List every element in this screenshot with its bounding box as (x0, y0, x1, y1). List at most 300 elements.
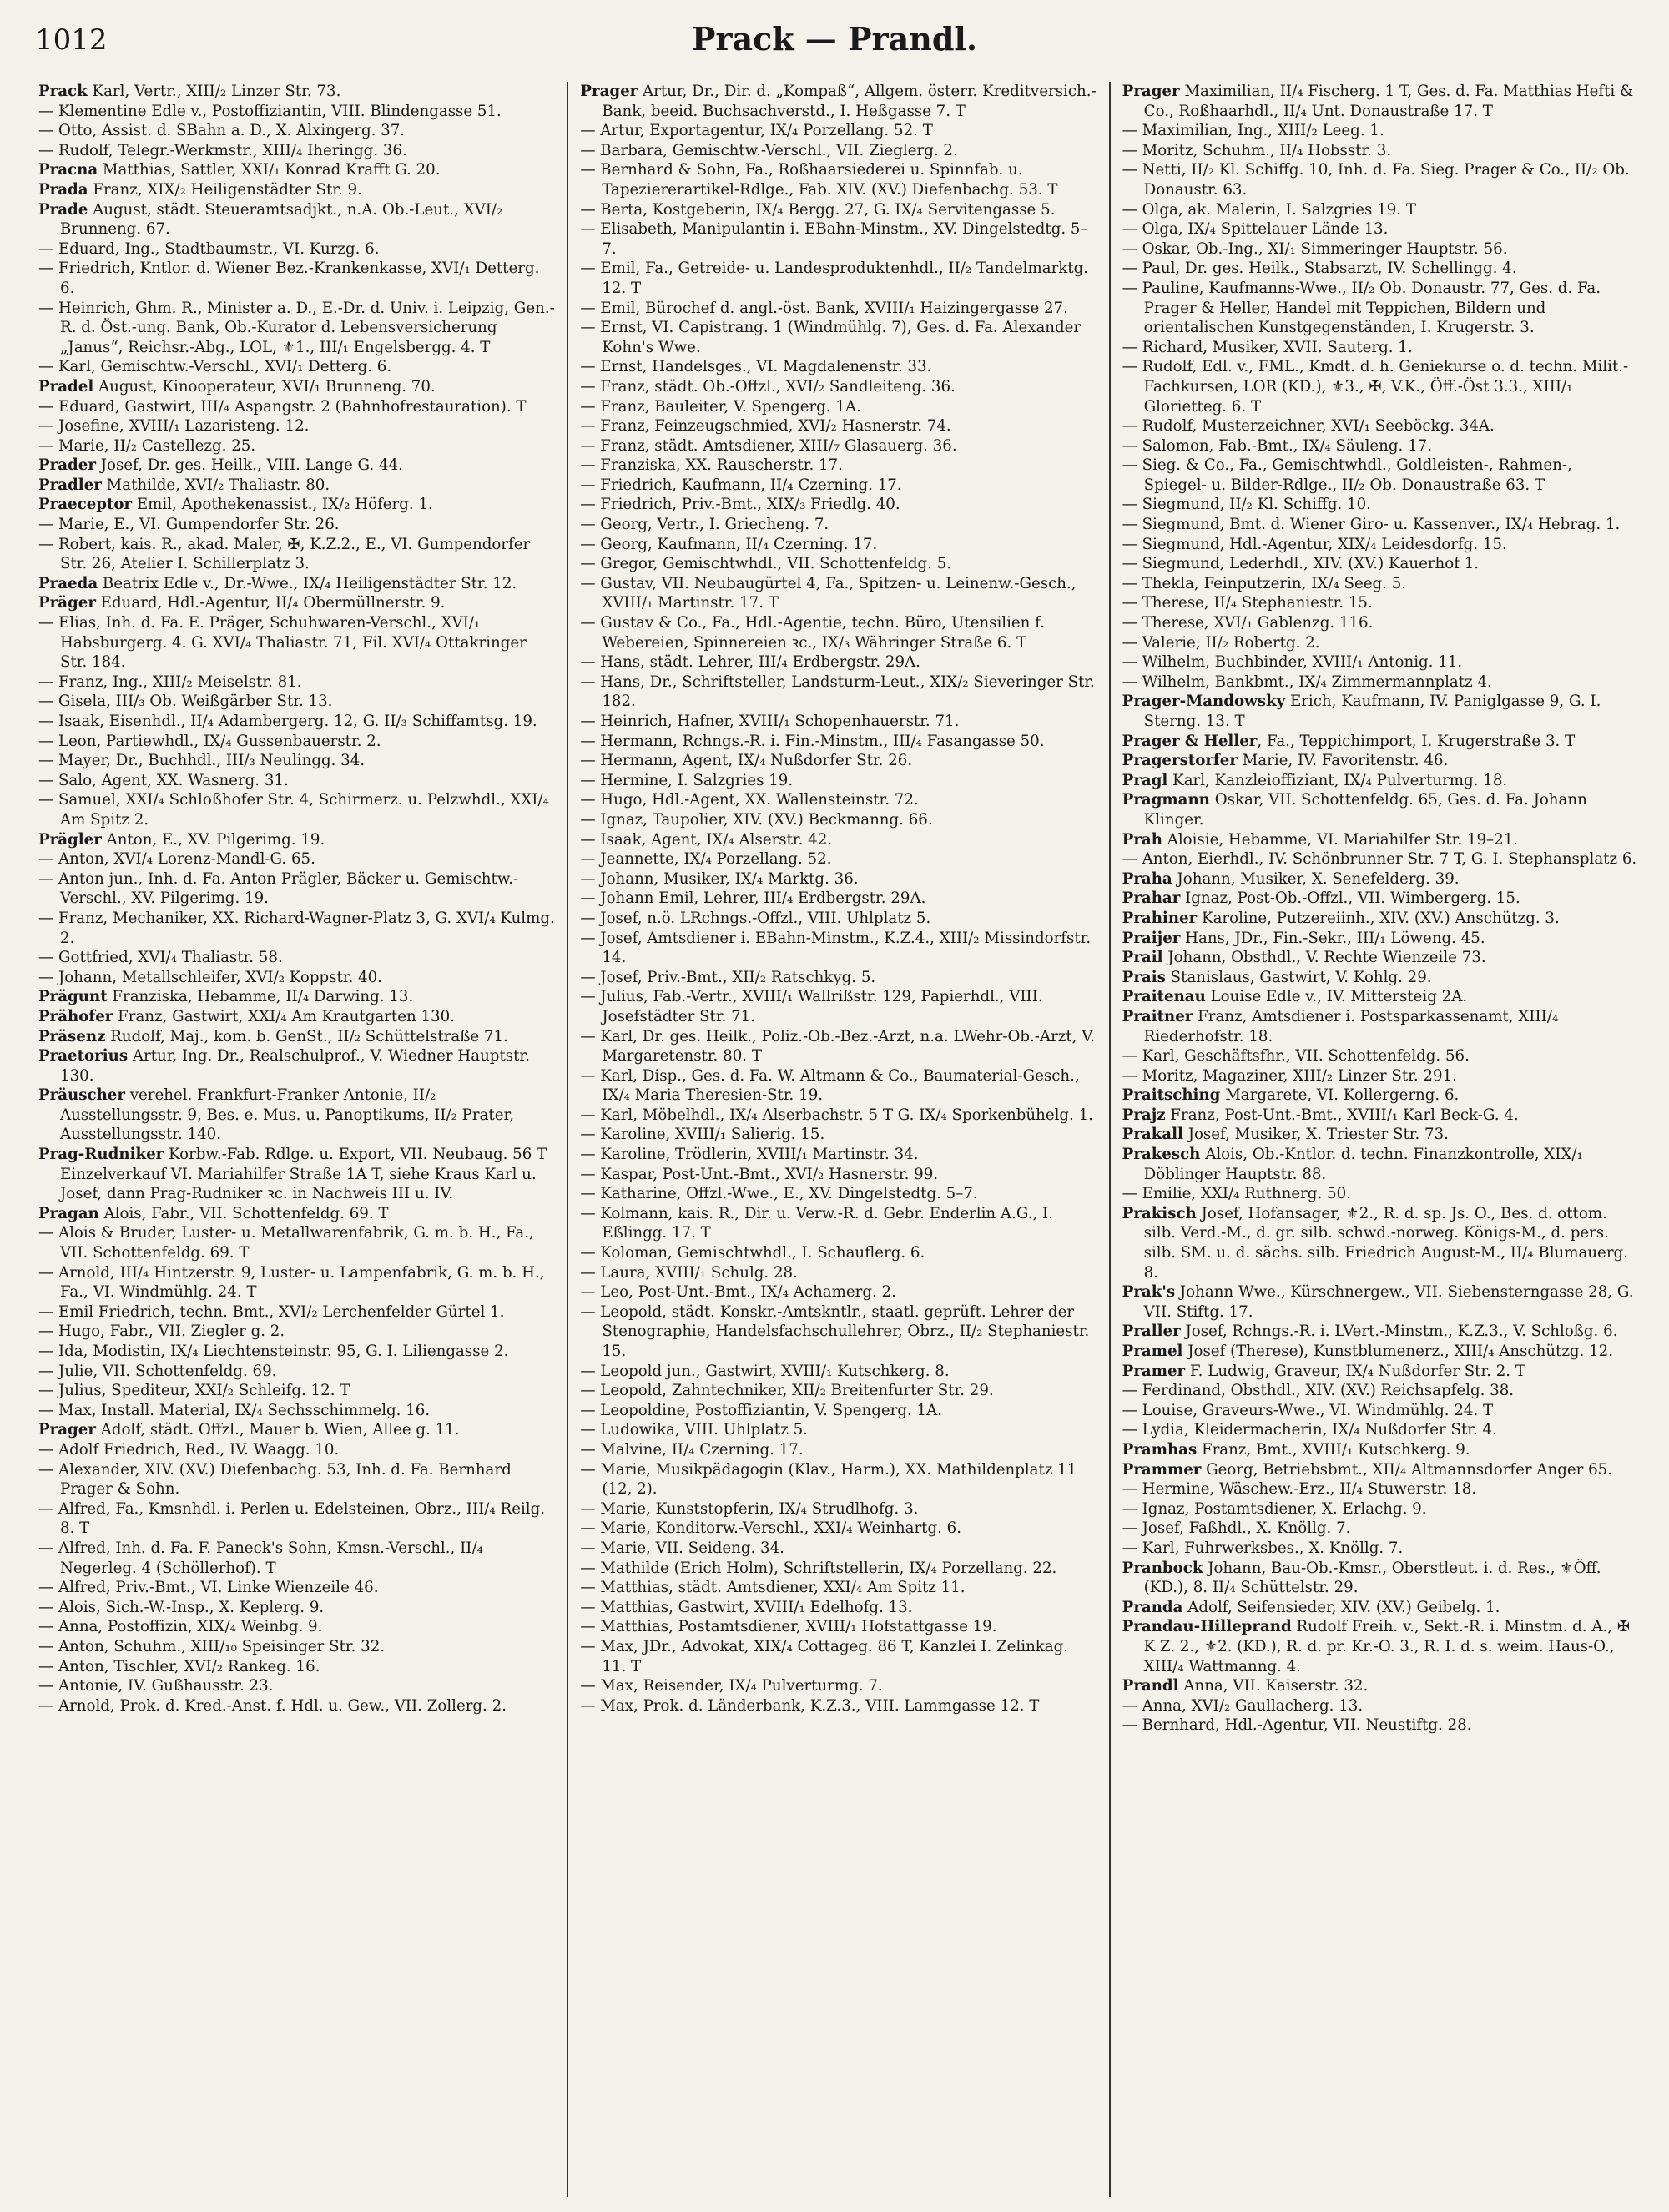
directory-entry (1122, 751, 1639, 771)
directory-entry (580, 357, 1097, 377)
entry-text: — Karl, Gemischtw.-Verschl., XVI/₁ Detterg. 6. (38, 358, 392, 376)
directory-entry (38, 456, 555, 476)
entry-text: — Otto, Assist. d. SBahn a. D., X. Alxingerg. 37. (38, 122, 406, 140)
entry-text: — Richard, Musiker, XVII. Sauterg. 1. (1122, 338, 1413, 356)
directory-entry (580, 1539, 1097, 1559)
entry-text: — Netti, II/₂ Kl. Schiffg. 10, Inh. d. Fa. Sieg. Prager & Co., II/₂ Ob. Donaustr. 63. (1122, 161, 1630, 199)
entry-headword: Pragan (38, 1204, 99, 1222)
entry-text: — Isaak, Eisenhdl., II/₄ Adambergerg. 12, G. II/₃ Schiffamtsg. 19. (38, 713, 537, 730)
entry-text: Anton, E., XV. Pilgerimg. 19. (101, 830, 325, 849)
directory-entry (580, 1282, 1097, 1303)
entry-text: — Johann, Musiker, IX/₄ Marktg. 36. (580, 869, 859, 888)
entry-headword: Pramel (1122, 1343, 1183, 1360)
entry-text: — Maximilian, Ing., XIII/₂ Leeg. 1. (1122, 122, 1384, 140)
entry-text: — Siegmund, Hdl.-Agentur, XIX/₄ Leidesdorfg. 15. (1122, 535, 1507, 553)
entry-text: Franz, Amtsdiener i. Postsparkassenamt, XIII/₄ Riederhofstr. 18. (1143, 1007, 1559, 1046)
directory-entry (38, 692, 555, 712)
directory-entry (38, 574, 555, 594)
directory-entry (1122, 1598, 1639, 1618)
directory-entry (580, 1204, 1097, 1243)
entry-text: — Leopoldine, Postoffiziantin, V. Spengerg. 1A. (580, 1401, 943, 1419)
directory-entry (1122, 633, 1639, 653)
entry-text: — Hans, städt. Lehrer, III/₄ Erdbergstr. 29A. (580, 653, 920, 672)
directory-entry (580, 869, 1097, 889)
entry-text: — Bernhard & Sohn, Fa., Roßhaarsiederei u. Spinnfab. u. Tapeziererartikel-Rdlge., Fab. XIV. (XV.) Diefenbachg. 53. T (580, 161, 1058, 199)
directory-entry (38, 259, 555, 298)
directory-entry (38, 1145, 555, 1204)
directory-entry (1122, 338, 1639, 358)
entry-text: — Isaak, Agent, IX/₄ Alserstr. 42. (580, 830, 833, 849)
directory-entry (580, 1303, 1097, 1362)
entry-headword: Praijer (1122, 929, 1181, 947)
entry-text: — Elisabeth, Manipulantin i. EBahn-Minstm., XV. Dingelstedtg. 5–7. (580, 220, 1088, 258)
entry-headword: Prandau-Hilleprand (1122, 1618, 1292, 1636)
entry-text: — Olga, ak. Malerin, I. Salzgries 19. T (1122, 200, 1416, 219)
entry-text: — Oskar, Ob.-Ing., XI/₁ Simmeringer Hauptstr. 56. (1122, 239, 1508, 258)
entry-text: — Marie, VII. Seideng. 34. (580, 1539, 784, 1557)
directory-entry (38, 200, 555, 239)
directory-entry (1122, 1676, 1639, 1696)
entry-headword: Praeda (38, 574, 98, 592)
entry-text: — Karl, Fuhrwerksbes., X. Knöllg. 7. (1122, 1539, 1404, 1557)
directory-entry (580, 810, 1097, 830)
directory-entry (580, 1420, 1097, 1440)
entry-text: — Samuel, XXI/₄ Schloßhofer Str. 4, Schirmerz. u. Pelzwhdl., XXI/₄ Am Spitz 2. (38, 791, 549, 829)
directory-entry (38, 1696, 555, 1716)
directory-entry (1122, 141, 1639, 161)
entry-text: — Alexander, XIV. (XV.) Diefenbachg. 53, Inh. d. Fa. Bernhard Prager & Sohn. (38, 1460, 512, 1499)
entry-text: — Barbara, Gemischtw.-Verschl., VII. Zieglerg. 2. (580, 141, 958, 159)
column-1 (27, 82, 567, 2197)
directory-entry (38, 593, 555, 613)
entry-text: — Johann, Metallschleifer, XVI/₂ Koppstr. 40. (38, 968, 382, 986)
entry-text: — Kaspar, Post-Unt.-Bmt., XVI/₂ Hasnerstr. 99. (580, 1165, 939, 1183)
column-3 (1109, 82, 1651, 2197)
entry-text: — Friedrich, Kntlor. d. Wiener Bez.-Krankenkasse, XVI/₁ Detterg. 6. (38, 259, 540, 297)
entry-text: Ignaz, Post-Ob.-Offzl., VII. Wimbergerg. 15. (1180, 889, 1520, 908)
directory-entry (1122, 357, 1639, 416)
directory-entry (38, 416, 555, 436)
directory-entry (1122, 1716, 1639, 1736)
entry-text: — Wilhelm, Bankbmt., IX/₄ Zimmermannplatz 4. (1122, 673, 1492, 691)
directory-entry (580, 1460, 1097, 1499)
entry-text: Matthias, Sattler, XXI/₁ Konrad Krafft G. 20. (98, 161, 441, 179)
entry-text: — Marie, II/₂ Castellezg. 25. (38, 436, 256, 455)
entry-text: — Paul, Dr. ges. Heilk., Stabsarzt, IV. Schellingg. 4. (1122, 259, 1517, 278)
entry-text: August, städt. Steueramtsadjkt., n.A. Ob.-Leut., XVI/₂ Brunneng. 67. (60, 200, 503, 239)
entry-headword: Prägler (38, 830, 102, 849)
entry-text: — Josefine, XVIII/₁ Lazaristeng. 12. (38, 417, 310, 436)
entry-text: — Ernst, VI. Capistrang. 1 (Windmühlg. 7), Ges. d. Fa. Alexander Kohn's Wwe. (580, 319, 1082, 356)
entry-headword: Prail (1122, 949, 1163, 967)
entry-text: August, Kinooperateur, XVI/₁ Brunneng. 70. (93, 377, 436, 396)
entry-headword: Präger (38, 594, 96, 612)
entry-text: — Siegmund, Lederhdl., XIV. (XV.) Kauerhof 1. (1122, 555, 1480, 573)
entry-headword: Pragl (1122, 771, 1168, 789)
entry-headword: Pradler (38, 476, 102, 494)
entry-headword: Prah (1122, 830, 1162, 849)
entry-text: — Rudolf, Telegr.-Werkmstr., XIII/₄ Iheringg. 36. (38, 141, 407, 159)
entry-text: — Karl, Geschäftsfhr., VII. Schottenfeldg. 56. (1122, 1047, 1470, 1066)
entry-text: — Robert, kais. R., akad. Maler, ✠, K.Z.2., E., VI. Gumpendorfer Str. 26, Atelier I. Schillerplatz 3. (38, 535, 531, 573)
entry-text: — Mathilde (Erich Holm), Schriftstellerin, IX/₄ Porzellang. 22. (580, 1559, 1057, 1577)
entry-text: — Jeannette, IX/₄ Porzellang. 52. (580, 850, 832, 869)
entry-text: — Georg, Vertr., I. Griecheng. 7. (580, 516, 829, 534)
entry-text: — Heinrich, Hafner, XVIII/₁ Schopenhauerstr. 71. (580, 713, 960, 730)
entry-text: — Leopold jun., Gastwirt, XVIII/₁ Kutschkerg. 8. (580, 1362, 950, 1380)
directory-entry (1122, 1519, 1639, 1539)
entry-headword: Praitner (1122, 1007, 1193, 1025)
entry-headword: Prader (38, 456, 96, 475)
directory-entry (1122, 929, 1639, 949)
directory-entry (1122, 1696, 1639, 1716)
entry-headword: Prager (580, 83, 638, 100)
directory-entry (38, 160, 555, 180)
entry-text: — Franz, städt. Ob.-Offzl., XVI/₂ Sandleiteng. 36. (580, 377, 956, 396)
entry-text: — Karl, Disp., Ges. d. Fa. W. Altmann & Co., Baumaterial-Gesch., IX/₄ Maria Theresien-Str. 19. (580, 1066, 1080, 1105)
entry-text: Alois, Fabr., VII. Schottenfeldg. 69. T (98, 1204, 389, 1222)
entry-text: — Josef, Faßhdl., X. Knöllg. 7. (1122, 1519, 1351, 1538)
entry-headword: Prandl (1122, 1677, 1179, 1696)
entry-text: — Eduard, Gastwirt, III/₄ Aspangstr. 2 (Bahnhofrestauration). T (38, 397, 527, 416)
entry-text: — Anton, Schuhm., XIII/₁₀ Speisinger Str. 32. (38, 1637, 386, 1655)
entry-text: — Artur, Exportagentur, IX/₄ Porzellang. 52. T (580, 122, 933, 140)
entry-headword: Prammer (1122, 1460, 1202, 1479)
directory-entry (580, 318, 1097, 357)
directory-entry (38, 771, 555, 791)
entry-text: — Anton, Eierhdl., IV. Schönbrunner Str. 7 T, G. I. Stephansplatz 6. (1122, 850, 1637, 869)
directory-entry (38, 1303, 555, 1323)
entry-text: — Ferdinand, Obsthdl., XIV. (XV.) Reichsapfelg. 38. (1122, 1382, 1515, 1400)
directory-entry (38, 180, 555, 200)
directory-entry (580, 1598, 1097, 1618)
entry-text: — Hermann, Rchngs.-R. i. Fin.-Minstm., III/₄ Fasangasse 50. (580, 732, 1045, 750)
entry-headword: Praitsching (1122, 1086, 1221, 1105)
directory-entry (1122, 771, 1639, 791)
directory-entry (38, 1046, 555, 1086)
entry-text: Margarete, VI. Kollergerng. 6. (1220, 1086, 1460, 1105)
entry-text: — Leopold, Zahntechniker, XII/₂ Breitenfurter Str. 29. (580, 1382, 994, 1400)
entry-text: Aloisie, Hebamme, VI. Mariahilfer Str. 19–21. (1162, 830, 1519, 849)
entry-text: Franziska, Hebamme, II/₄ Darwing. 13. (107, 988, 414, 1006)
entry-headword: Prag-Rudniker (38, 1146, 164, 1164)
directory-entry (1122, 889, 1639, 909)
directory-entry (38, 436, 555, 456)
directory-entry (38, 849, 555, 869)
directory-entry (38, 121, 555, 141)
directory-entry (580, 1243, 1097, 1263)
entry-text: , Fa., Teppichimport, I. Krugerstraße 3. T (1257, 732, 1576, 750)
entry-text: — Valerie, II/₂ Robertg. 2. (1122, 633, 1320, 652)
entry-text: Oskar, VII. Schottenfeldg. 65, Ges. d. Fa. Johann Klinger. (1143, 791, 1587, 829)
entry-text: — Anton, XVI/₄ Lorenz-Mandl-G. 65. (38, 850, 315, 869)
directory-entry (1122, 436, 1639, 456)
entry-headword: Pracna (38, 161, 98, 179)
directory-entry (580, 1499, 1097, 1519)
directory-entry (1122, 613, 1639, 633)
directory-entry (38, 1263, 555, 1303)
entry-text: — Georg, Kaufmann, II/₄ Czerning. 17. (580, 535, 878, 553)
entry-text: Franz, Gastwirt, XXI/₄ Am Krautgarten 130. (113, 1007, 455, 1025)
entry-headword: Pramer (1122, 1362, 1186, 1380)
entry-text: — Elias, Inh. d. Fa. E. Präger, Schuhwaren-Verschl., XVI/₁ Habsburgerg. 4. G. XVI/₄ Thaliastr. 71, Fil. XVI/₄ Ottakringer Str. 184. (38, 614, 527, 672)
directory-entry (580, 1696, 1097, 1716)
entry-text: Erich, Kaufmann, IV. Paniglgasse 9, G. I. Sterng. 13. T (1143, 693, 1601, 730)
entry-text: Josef, Musiker, X. Triester Str. 73. (1182, 1126, 1449, 1144)
entry-headword: Prägunt (38, 988, 108, 1006)
entry-text: Hans, JDr., Fin.-Sekr., III/₁ Löweng. 45. (1180, 929, 1485, 947)
entry-text: — Adolf Friedrich, Red., IV. Waagg. 10. (38, 1440, 340, 1459)
entry-text: — Franz, Mechaniker, XX. Richard-Wagner-Platz 3, G. XVI/₄ Kulmg. 2. (38, 909, 555, 947)
entry-text: — Gregor, Gemischtwhdl., VII. Schottenfeldg. 5. (580, 555, 952, 573)
directory-entry (580, 1637, 1097, 1676)
directory-entry (1122, 1559, 1639, 1598)
entry-text: — Emil, Fa., Getreide- u. Landesproduktenhdl., II/₂ Tandelmarktg. 12. T (580, 259, 1089, 297)
entry-text: — Hermine, I. Salzgries 19. (580, 771, 794, 789)
entry-text: Josef, Rchngs.-R. i. LVert.-Minstm., K.Z.3., V. Schloßg. 6. (1180, 1323, 1618, 1341)
entry-headword: Pranda (1122, 1598, 1183, 1616)
entry-text: — Alois & Bruder, Luster- u. Metallwarenfabrik, G. m. b. H., Fa., VII. Schottenfeldg. 69. T (38, 1224, 534, 1262)
entry-text: — Alois, Sich.-W.-Insp., X. Keplerg. 9. (38, 1598, 325, 1616)
directory-entry (38, 1027, 555, 1047)
entry-text: — Max, Prok. d. Länderbank, K.Z.3., VIII. Lammgasse 12. T (580, 1696, 1040, 1715)
entry-text: — Moritz, Magaziner, XIII/₂ Linzer Str. 291. (1122, 1066, 1457, 1085)
directory-entry (38, 1086, 555, 1145)
entry-text: — Thekla, Feinputzerin, IX/₄ Seeg. 5. (1122, 574, 1407, 592)
entry-text: — Hugo, Fabr., VII. Ziegler g. 2. (38, 1323, 285, 1341)
entry-text: — Sieg. & Co., Fa., Gemischtwhdl., Goldleisten-, Rahmen-, Spiegel- u. Bilder-Rdlge., II/₂ Ob. Donaustraße 63. T (1122, 456, 1572, 494)
entry-text: Johann, Bau-Ob.-Kmsr., Oberstleut. i. d. Res., ⚜Öff. (KD.), 8. II/₄ Schüttelstr. 29. (1143, 1559, 1601, 1597)
entry-text: — Louise, Graveurs-Wwe., VI. Windmühlg. 24. T (1122, 1401, 1494, 1419)
entry-text: — Leo, Post-Unt.-Bmt., IX/₄ Achamerg. 2. (580, 1283, 896, 1302)
entry-text: — Koloman, Gemischtwhdl., I. Schauflerg. 6. (580, 1244, 925, 1262)
entry-text: Franz, Bmt., XVIII/₁ Kutschkerg. 9. (1197, 1440, 1470, 1459)
entry-text: — Ignaz, Postamtsdiener, X. Erlachg. 9. (1122, 1499, 1427, 1518)
entry-text: — Siegmund, II/₂ Kl. Schiffg. 10. (1122, 496, 1371, 514)
directory-entry (1122, 1086, 1639, 1106)
directory-entry (38, 1637, 555, 1657)
entry-text: — Alfred, Fa., Kmsnhdl. i. Perlen u. Edelsteinen, Obrz., III/₄ Reilg. 8. T (38, 1499, 546, 1538)
directory-entry (580, 535, 1097, 555)
entry-headword: Praha (1122, 869, 1172, 888)
directory-entry (1122, 1440, 1639, 1460)
entry-headword: Prähofer (38, 1007, 113, 1025)
entry-text: — Arnold, III/₄ Hintzerstr. 9, Luster- u. Lampenfabrik, G. m. b. H., Fa., VI. Windmühlg. 24. T (38, 1263, 545, 1302)
directory-entry (580, 909, 1097, 929)
directory-entry (38, 357, 555, 377)
directory-entry (1122, 1007, 1639, 1046)
entry-text: — Emilie, XXI/₄ Ruthnerg. 50. (1122, 1185, 1351, 1203)
directory-entry (1122, 593, 1639, 613)
directory-entry (1122, 1066, 1639, 1086)
directory-entry (38, 1401, 555, 1421)
entry-text: — Karl, Möbelhdl., IX/₄ Alserbachstr. 5 T G. IX/₄ Sporkenbühelg. 1. (580, 1106, 1093, 1124)
entry-text: — Anton jun., Inh. d. Fa. Anton Prägler, Bäcker u. Gemischtw.-Verschl., XV. Pilgerimg. 19. (38, 869, 519, 908)
directory-entry (580, 121, 1097, 141)
directory-entry (580, 456, 1097, 476)
directory-entry (580, 416, 1097, 436)
directory-entry (1122, 456, 1639, 495)
entry-text: Georg, Betriebsbmt., XII/₄ Altmannsdorfer Anger 65. (1201, 1460, 1613, 1479)
entry-text: Eduard, Hdl.-Agentur, II/₄ Obermüllnerstr. 9. (95, 594, 446, 612)
directory-entry (580, 1676, 1097, 1696)
directory-entry (38, 1322, 555, 1342)
entry-headword: Prakall (1122, 1126, 1183, 1144)
entry-text: — Katharine, Offzl.-Wwe., E., XV. Dingelstedtg. 5–7. (580, 1185, 978, 1203)
entry-text: — Ignaz, Taupolier, XIV. (XV.) Beckmanng. 66. (580, 810, 933, 829)
entry-text: — Hermine, Wäschew.-Erz., II/₄ Stuwerstr. 18. (1122, 1480, 1477, 1499)
entry-headword: Prager-Mandowsky (1122, 693, 1286, 711)
directory-entry (1122, 239, 1639, 259)
entry-headword: Pragmann (1122, 791, 1210, 809)
entry-headword: Prakisch (1122, 1204, 1197, 1222)
entry-text: — Alfred, Priv.-Bmt., VI. Linke Wienzeile 46. (38, 1579, 379, 1597)
directory-entry (580, 929, 1097, 968)
entry-columns (27, 82, 1651, 2197)
entry-text: — Gisela, III/₃ Ob. Weißgärber Str. 13. (38, 693, 333, 711)
entry-text: — Leopold, städt. Konskr.-Amtskntlr., staatl. geprüft. Lehrer der Stenographie, Handelsfachschullehrer, Obrz., II/₂ Stephaniestr. 15. (580, 1303, 1090, 1360)
directory-entry (580, 141, 1097, 161)
directory-entry (1122, 732, 1639, 752)
directory-entry (38, 239, 555, 259)
entry-text: — Anton, Tischler, XVI/₂ Rankeg. 16. (38, 1657, 320, 1675)
directory-entry (38, 1007, 555, 1027)
directory-entry (38, 830, 555, 850)
entry-text: — Franz, Feinzeugschmied, XVI/₂ Hasnerstr. 74. (580, 417, 951, 436)
directory-entry (1122, 987, 1639, 1007)
entry-text: Beatrix Edle v., Dr.-Wwe., IX/₄ Heiligenstädter Str. 12. (98, 574, 517, 592)
entry-headword: Pramhas (1122, 1440, 1198, 1459)
directory-entry (580, 299, 1097, 319)
entry-headword: Prack (38, 83, 88, 100)
directory-entry (38, 1420, 555, 1440)
entry-text: — Therese, II/₄ Stephaniestr. 15. (1122, 594, 1373, 612)
directory-entry (1122, 515, 1639, 535)
directory-entry (580, 1125, 1097, 1145)
entry-headword: Prager (1122, 83, 1180, 100)
entry-text: — Karoline, XVIII/₁ Salierig. 15. (580, 1126, 825, 1144)
entry-text: — Anna, Postoffizin, XIX/₄ Weinbg. 9. (38, 1618, 323, 1636)
entry-text: — Julie, VII. Schottenfeldg. 69. (38, 1362, 277, 1380)
directory-entry (38, 476, 555, 496)
directory-entry (580, 397, 1097, 417)
directory-entry (38, 732, 555, 752)
directory-entry (38, 1381, 555, 1401)
directory-entry (580, 219, 1097, 259)
entry-headword: Präsenz (38, 1027, 106, 1046)
entry-text: — Moritz, Schuhm., II/₄ Hobsstr. 3. (1122, 141, 1392, 159)
directory-entry (1122, 1460, 1639, 1480)
entry-text: Artur, Dr., Dir. d. „Kompaß“, Allgem. österr. Kreditversich.-Bank, beeid. Buchsachverstd., I. Heßgasse 7. T (602, 83, 1097, 120)
directory-entry (38, 535, 555, 574)
entry-headword: Pradel (38, 377, 94, 396)
page-number: 1012 (35, 23, 108, 57)
column-2 (567, 82, 1108, 2197)
directory-entry (580, 1165, 1097, 1185)
directory-entry (580, 1401, 1097, 1421)
entry-text: — Bernhard, Hdl.-Agentur, VII. Neustiftg. 28. (1122, 1716, 1472, 1735)
entry-headword: Prahar (1122, 889, 1181, 908)
directory-entry (580, 574, 1097, 613)
entry-text: — Eduard, Ing., Stadtbaumstr., VI. Kurzg. 6. (38, 239, 380, 258)
entry-headword: Praller (1122, 1323, 1181, 1341)
directory-entry (1122, 554, 1639, 574)
directory-entry (1122, 968, 1639, 988)
entry-text: — Matthias, städt. Amtsdiener, XXI/₄ Am Spitz 11. (580, 1579, 966, 1597)
entry-headword: Prakesch (1122, 1146, 1201, 1164)
entry-text: Korbw.-Fab. Rdlge. u. Export, VII. Neubaug. 56 T Einzelverkauf VI. Mariahilfer Straße 1A T, siehe Kraus Karl u. Josef, dann Prag-Rudniker ꝛc. in Nachweis III u. IV. (60, 1146, 547, 1203)
directory-entry (1122, 1401, 1639, 1421)
entry-text: Johann, Musiker, X. Senefelderg. 39. (1172, 869, 1460, 888)
directory-entry (1122, 416, 1639, 436)
entry-headword: Prais (1122, 968, 1166, 986)
directory-entry (38, 790, 555, 829)
directory-entry (38, 377, 555, 397)
entry-text: — Malvine, II/₄ Czerning. 17. (580, 1440, 804, 1459)
directory-entry (580, 1263, 1097, 1283)
directory-entry (38, 1617, 555, 1637)
directory-entry (580, 889, 1097, 909)
entry-headword: Pragerstorfer (1122, 752, 1238, 770)
directory-entry (1122, 574, 1639, 594)
directory-entry (1122, 1046, 1639, 1066)
page-header (18, 12, 1651, 75)
entry-text: — Julius, Spediteur, XXI/₂ Schleifg. 12. T (38, 1382, 350, 1400)
entry-text: — Berta, Kostgeberin, IX/₄ Bergg. 27, G. IX/₄ Servitengasse 5. (580, 200, 1056, 219)
directory-entry (1122, 1617, 1639, 1676)
directory-entry (1122, 495, 1639, 515)
entry-text: — Wilhelm, Buchbinder, XVIII/₁ Antonig. 11. (1122, 653, 1463, 672)
directory-entry (1122, 82, 1639, 121)
directory-entry (580, 495, 1097, 515)
entry-headword: Prager & Heller (1122, 732, 1258, 750)
directory-entry (38, 1676, 555, 1696)
entry-text: Anna, VII. Kaiserstr. 32. (1178, 1677, 1369, 1696)
entry-text: — Ludowika, VIII. Uhlplatz 5. (580, 1421, 808, 1439)
entry-text: Stanislaus, Gastwirt, V. Kohlg. 29. (1165, 968, 1432, 986)
directory-entry (1122, 692, 1639, 731)
entry-text: — Lydia, Kleidermacherin, IX/₄ Nußdorfer Str. 4. (1122, 1421, 1497, 1439)
entry-headword: Prade (38, 200, 88, 219)
entry-text: — Pauline, Kaufmanns-Wwe., II/₂ Ob. Donaustr. 77, Ges. d. Fa. Prager & Heller, Handel mit Teppichen, Bildern und orientalischen Kunstgegenständen, I. Krugerstr. 3. (1122, 279, 1601, 337)
directory-entry (38, 141, 555, 161)
entry-text: Karoline, Putzereiinh., XIV. (XV.) Anschützg. 3. (1197, 909, 1560, 927)
directory-entry (580, 1184, 1097, 1204)
entry-text: Adolf, städt. Offzl., Mauer b. Wien, Allee g. 11. (95, 1421, 460, 1439)
entry-text: Emil, Apothekenassist., IX/₂ Höferg. 1. (132, 496, 433, 514)
directory-entry (38, 613, 555, 673)
directory-entry (38, 495, 555, 515)
entry-text: Johann, Obsthdl., V. Rechte Wienzeile 73. (1162, 949, 1486, 967)
entry-text: — Siegmund, Bmt. d. Wiener Giro- u. Kassenver., IX/₄ Hebrag. 1. (1122, 516, 1621, 534)
entry-text: — Kolmann, kais. R., Dir. u. Verw.-R. d. Gebr. Enderlin A.G., I. Eßlingg. 17. T (580, 1204, 1054, 1242)
directory-entry (580, 436, 1097, 456)
directory-entry (38, 869, 555, 909)
entry-text: — Heinrich, Ghm. R., Minister a. D., E.-Dr. d. Univ. i. Leipzig, Gen.-R. d. Öst.-ung. Bank, Ob.-Kurator d. Lebensversicherung „Janus“, Reichsr.-Abg., LOL, ⚜1., III/₁ Engelsbergg. 4. T (38, 299, 555, 356)
directory-entry (1122, 653, 1639, 673)
entry-text: Louise Edle v., IV. Mittersteig 2A. (1205, 988, 1468, 1006)
entry-text: — Josef, n.ö. LRchngs.-Offzl., VIII. Uhlplatz 5. (580, 909, 931, 927)
directory-entry (38, 948, 555, 968)
directory-entry (38, 1578, 555, 1598)
directory-entry (580, 1519, 1097, 1539)
directory-entry (1122, 1479, 1639, 1499)
directory-entry (38, 1440, 555, 1460)
entry-text: — Emil Friedrich, techn. Bmt., XVI/₂ Lerchenfelder Gürtel 1. (38, 1303, 505, 1321)
directory-entry (580, 476, 1097, 496)
entry-text: — Franz, städt. Amtsdiener, XIII/₇ Glasauerg. 36. (580, 436, 957, 455)
entry-text: — Arnold, Prok. d. Kred.-Anst. f. Hdl. u. Gew., VII. Zollerg. 2. (38, 1696, 507, 1715)
